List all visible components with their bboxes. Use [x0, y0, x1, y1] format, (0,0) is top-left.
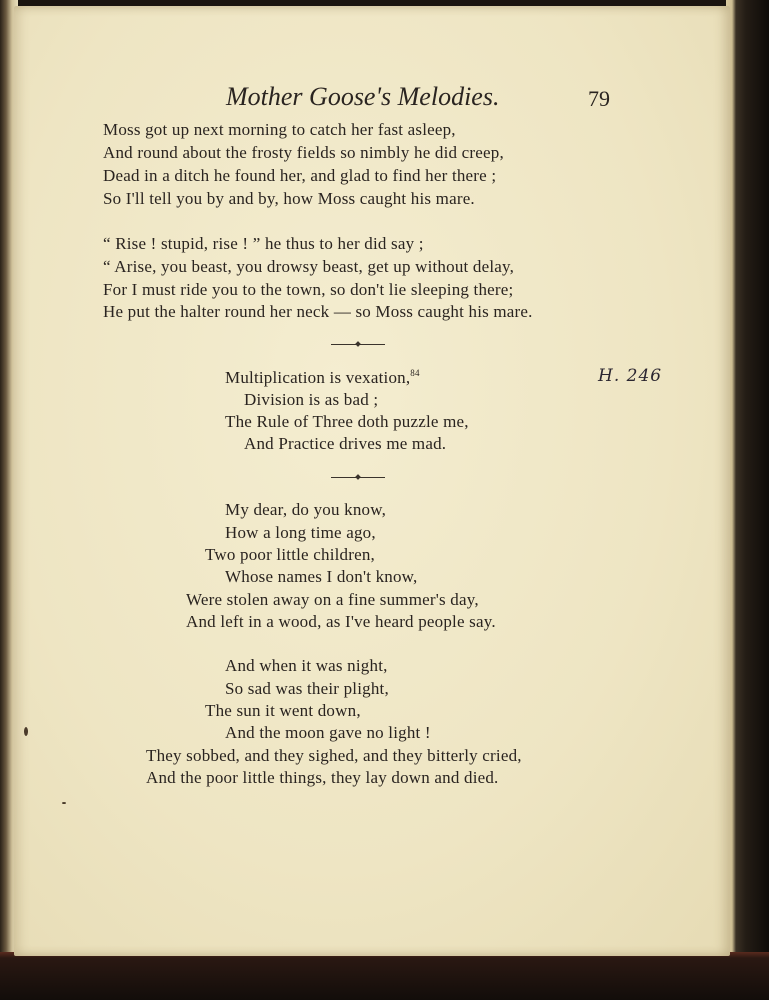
- section-divider-1: [331, 344, 385, 345]
- running-title: Mother Goose's Melodies.: [226, 82, 500, 111]
- page-stack-edge: [726, 0, 769, 1000]
- poem2-line-3: The Rule of Three doth puzzle me,: [225, 412, 469, 431]
- poem3-line-4: Whose names I don't know,: [225, 567, 418, 586]
- paper-blemish: [62, 802, 66, 804]
- poem1-line-4: So I'll tell you by and by, how Moss caught his mare.: [103, 189, 475, 208]
- poem1-line-7: For I must ride you to the town, so don't lie sleeping there;: [103, 280, 514, 299]
- footnote-mark: 84: [410, 368, 420, 378]
- paper-blemish: [24, 727, 28, 736]
- page-number: 79: [588, 86, 610, 111]
- poem1-line-1: Moss got up next morning to catch her fast asleep,: [103, 120, 456, 139]
- poem1-line-6: “ Arise, you beast, you drowsy beast, get up without delay,: [103, 257, 515, 276]
- handwritten-margin-note: H. 246: [598, 366, 663, 386]
- poem3-line-10: And the moon gave no light !: [225, 723, 431, 742]
- poem3-line-9: The sun it went down,: [205, 701, 361, 720]
- poem3-line-1: My dear, do you know,: [225, 500, 387, 519]
- poem3-line-7: And when it was night,: [225, 656, 388, 675]
- poem3-line-8: So sad was their plight,: [225, 679, 389, 698]
- poem2-first-line-text: Multiplication is vexation,: [225, 368, 411, 387]
- poem1-line-3: Dead in a ditch he found her, and glad to find her there ;: [103, 166, 497, 185]
- poem3-line-5: Were stolen away on a fine summer's day,: [186, 590, 479, 609]
- poem3-line-11: They sobbed, and they sighed, and they bitterly cried,: [146, 746, 522, 765]
- book-cover-bottom: [0, 952, 769, 1000]
- poem3-line-2: How a long time ago,: [225, 523, 376, 542]
- poem3-line-6: And left in a wood, as I've heard people say.: [186, 612, 496, 631]
- poem2-line-1: [225, 368, 420, 388]
- section-divider-2: [331, 477, 385, 478]
- poem2-line-2: Division is as bad ;: [244, 390, 379, 409]
- poem1-line-2: And round about the frosty fields so nimbly he did creep,: [103, 143, 504, 162]
- poem3-line-12: And the poor little things, they lay down and died.: [146, 768, 499, 787]
- poem3-line-3: Two poor little children,: [205, 545, 375, 564]
- poem1-line-8: He put the halter round her neck — so Moss caught his mare.: [103, 302, 533, 321]
- poem2-line-4: And Practice drives me mad.: [244, 434, 447, 453]
- poem1-line-5: “ Rise ! stupid, rise ! ” he thus to her did say ;: [103, 234, 424, 253]
